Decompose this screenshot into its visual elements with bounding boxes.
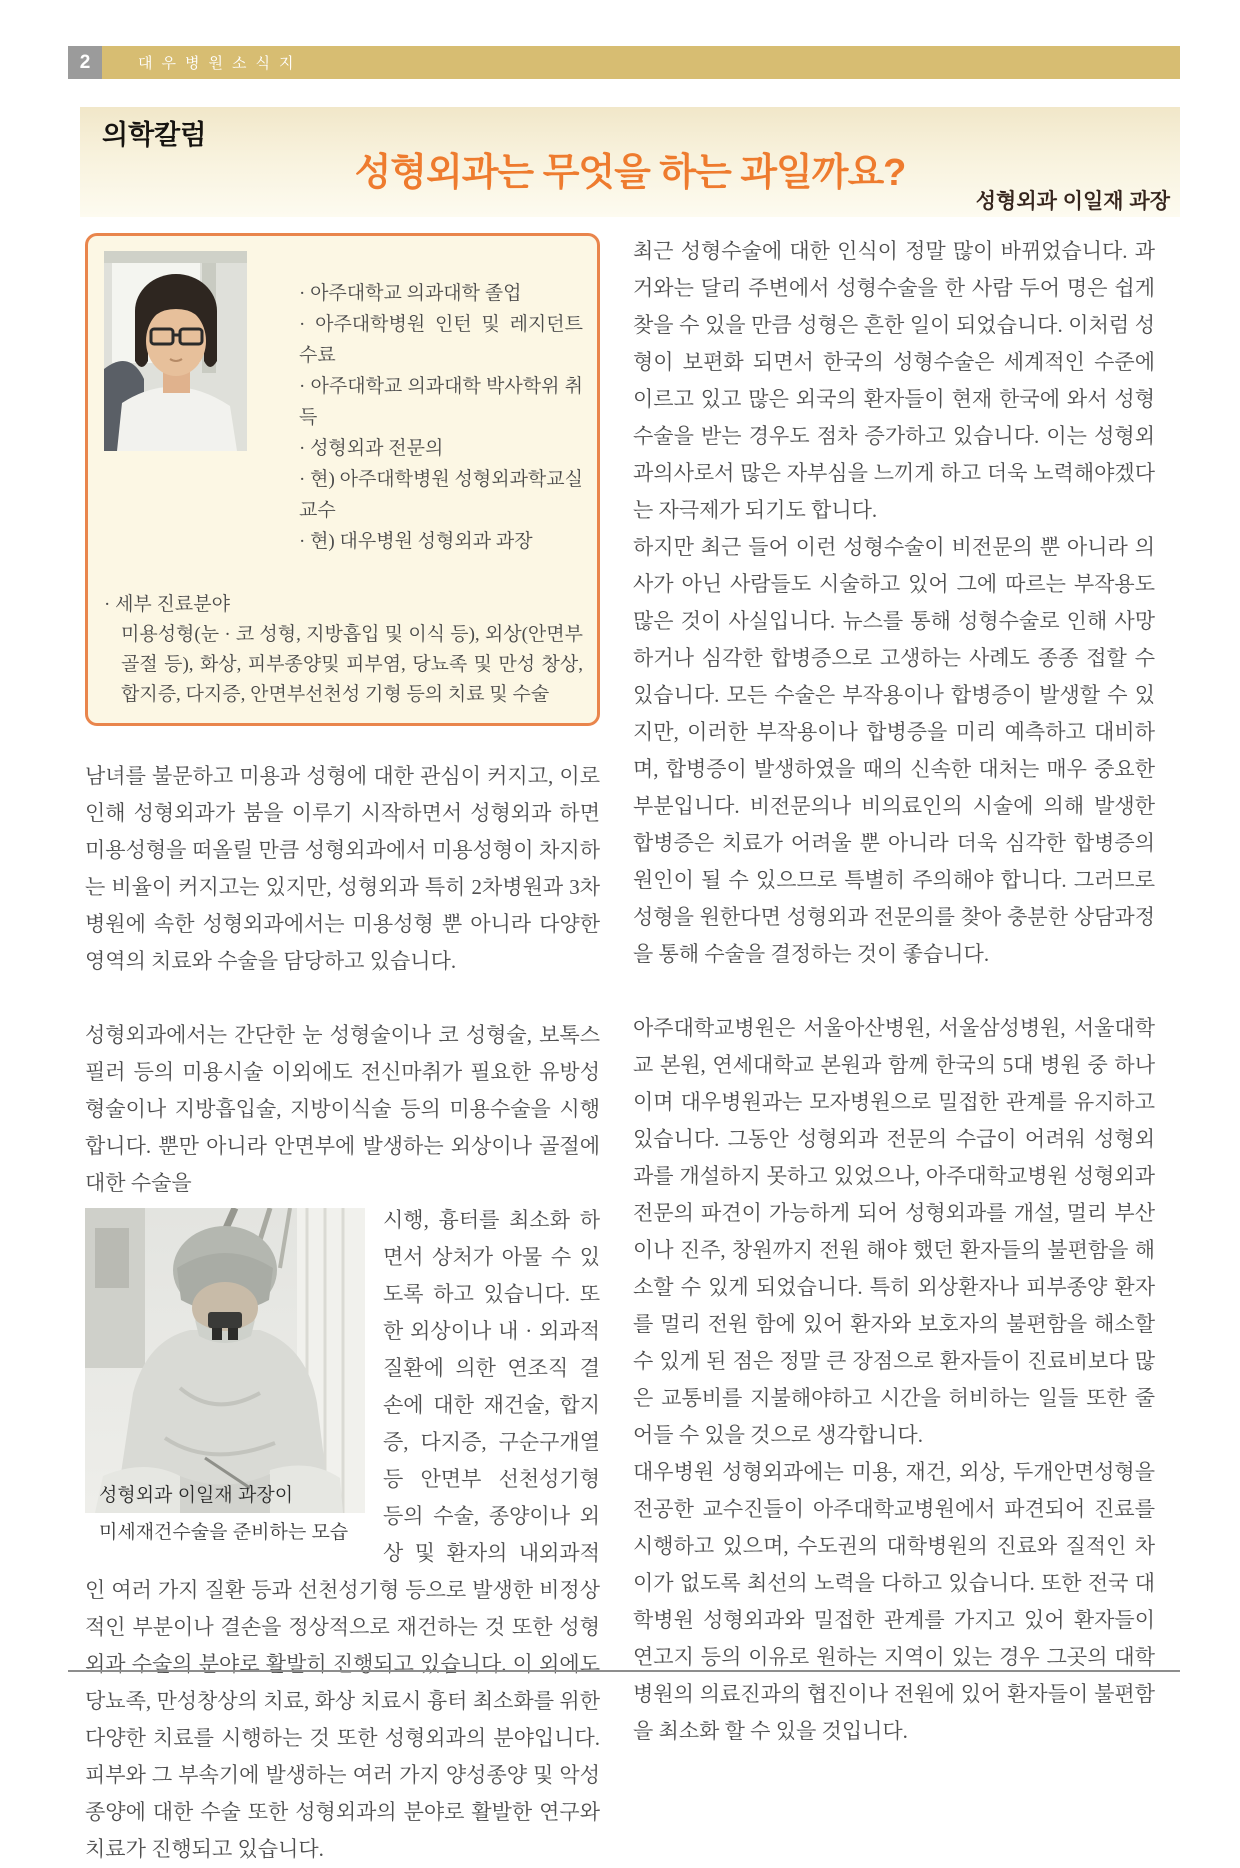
article-title: 성형외과는 무엇을 하는 과일까요? <box>354 152 906 194</box>
credentials-list <box>259 270 583 557</box>
specialty-section <box>104 590 583 710</box>
newsletter-title: 대우병원소식지 <box>102 46 1180 79</box>
credential-item: · 현) 아주대학병원 성형외과학교실 교수 <box>299 469 583 521</box>
page-number: 2 <box>68 46 102 79</box>
credential-item: · 아주대학병원 인턴 및 레지던트 수료 <box>299 314 583 366</box>
profile-top-row <box>104 251 583 576</box>
left-paragraph-2b-text: 시행, 흉터를 최소화 하면서 상처가 아물 수 있도록 하고 있습니다. 또한 외상이나 내 · 외과적 질환에 의한 연조직 결손에 대한 재건술, 합지증, 다지증, 구순구개열 등 안면부 선천성기형 등의 수술, 종양이나 외상 및 환자의 내외과적인 여러 가지 질환 등과 선천성기형 등으로 발생한 비정상적인 부분이나 결손을 정상적으로 재건하는 것 또한 성형외과 수술의 분야로 활발히 진행되고 있습니다. 이 외에도 당뇨족, 만성창상의 치료, 화상 치료시 흉터 최소화를 위한 다양한 치료를 시행하는 것 또한 성형외과의 분야입니다. 피부와 그 부속기에 발생하는 여러 가지 양성종양 및 악성 종양에 대한 수술 또한 성형외과의 분야로 활발한 연구와 치료가 진행되고 있습니다. <box>85 1208 600 1861</box>
masthead-bar <box>68 46 1180 79</box>
right-paragraph-2: 하지만 최근 들어 이런 성형수술이 비전문의 뿐 아니라 의사가 아닌 사람들도 시술하고 있어 그에 따르는 부작용도 많은 것이 사실입니다. 뉴스를 통해 성형수술로 인해 사망하거나 심각한 합병증으로 고생하는 사례도 종종 접할 수 있습니다. 모든 수술은 부작용이나 합병증이 발생할 수 있지만, 이러한 부작용이나 합병증을 미리 예측하고 대비하며, 합병증이 발생하였을 때의 신속한 대처는 매우 중요한 부분입니다. 비전문의나 비의료인의 시술에 의해 발생한 합병증은 치료가 어려울 뿐 아니라 더욱 심각한 합병증의 원인이 될 수 있으므로 특별히 주의해야 합니다. 그러므로 성형을 원한다면 성형외과 전문의를 찾아 충분한 상담과정을 통해 수술을 결정하는 것이 좋습니다. <box>633 535 1155 966</box>
credential-item: · 현) 대우병원 성형외과 과장 <box>299 531 533 552</box>
right-paragraph-1: 최근 성형수술에 대한 인식이 정말 많이 바뀌었습니다. 과거와는 달리 주변에서 성형수술을 한 사람 두어 명은 쉽게 찾을 수 있을 만큼 성형은 흔한 일이 되었습니다. 이처럼 성형이 보편화 되면서 한국의 성형수술은 세계적인 수준에 이르고 있고 많은 외국의 환자들이 현재 한국에 와서 성형수술을 받는 경우도 점차 증가하고 있습니다. 이는 성형외과의사로서 많은 자부심을 느끼게 하고 더욱 노력해야겠다는 자극제가 되기도 합니다. <box>633 239 1155 522</box>
section-label: 의학칼럼 <box>102 120 207 150</box>
right-column <box>633 233 1155 1868</box>
credential-item: · 아주대학교 의과대학 졸업 <box>299 283 522 304</box>
surgery-photo-block <box>85 1208 365 1550</box>
left-paragraph-2b <box>85 1202 600 1868</box>
article-header-panel <box>80 107 1180 217</box>
credential-item: · 성형외과 전문의 <box>299 438 444 459</box>
right-paragraph-4: 대우병원 성형외과에는 미용, 재건, 외상, 두개안면성형을 전공한 교수진들이 아주대학교병원에서 파견되어 진료를 시행하고 있으며, 수도권의 대학병원의 진료와 질적인 차이가 없도록 최선의 노력을 다하고 있습니다. 또한 전국 대학병원 성형외과와 밀접한 관계를 가지고 있어 환자들이 연고지 등의 이유로 원하는 지역이 있는 경우 그곳의 대학병원의 의료진과의 협진이나 전원에 있어 환자들이 불편함을 최소화 할 수 있을 것입니다. <box>633 1460 1155 1743</box>
article-byline: 성형외과 이일재 과장 <box>975 190 1170 213</box>
specialty-text: 미용성형(눈 · 코 성형, 지방흡입 및 이식 등), 외상(안면부 골절 등), 화상, 피부종양및 피부염, 당뇨족 및 만성 창상, 합지증, 다지증, 안면부선천성 기형 등의 치료 및 수술 <box>121 624 583 705</box>
doctor-portrait-photo <box>104 251 247 451</box>
surgery-photo <box>85 1208 365 1513</box>
photo-caption-line2: 미세재건수술을 준비하는 모습 <box>99 1522 349 1543</box>
left-paragraph-1: 남녀를 불문하고 미용과 성형에 대한 관심이 커지고, 이로 인해 성형외과가 붐을 이루기 시작하면서 성형외과 하면 미용성형을 떠올릴 만큼 성형외과에서 미용성형이 차지하는 비율이 커지고는 있지만, 성형외과 특히 2차병원과 3차병원에 속한 성형외과에서는 미용성형 뿐 아니라 다양한 영역의 치료와 수술을 담당하고 있습니다. <box>85 764 600 973</box>
doctor-profile-box <box>85 233 600 726</box>
photo-caption-line1: 성형외과 이일재 과장이 <box>99 1485 294 1506</box>
specialty-label: · 세부 진료분야 <box>104 594 230 615</box>
footer-divider <box>68 1670 1180 1672</box>
right-paragraph-3: 아주대학교병원은 서울아산병원, 서울삼성병원, 서울대학교 본원, 연세대학교 본원과 함께 한국의 5대 병원 중 하나이며 대우병원과는 모자병원으로 밀접한 관계를 유지하고 있습니다. 그동안 성형외과 전문의 수급이 어려워 성형외과를 개설하지 못하고 있었으나, 아주대학교병원 성형외과 전문의 파견이 가능하게 되어 성형외과를 개설, 멀리 부산이나 진주, 창원까지 전원 해야 했던 환자들의 불편함을 해소할 수 있게 되었습니다. 특히 외상환자나 피부종양 환자를 멀리 전원 함에 있어 환자와 보호자의 불편함을 해소할 수 있게 된 점은 정말 큰 장점으로 환자들이 진료비보다 많은 교통비를 지불해야하고 시간을 허비하는 일들 또한 줄어들 수 있을 것으로 생각합니다. <box>633 1016 1155 1447</box>
left-column <box>85 233 600 1868</box>
credential-item: · 아주대학교 의과대학 박사학위 취득 <box>299 376 583 428</box>
article-body <box>85 233 1155 1868</box>
left-paragraph-2a: 성형외과에서는 간단한 눈 성형술이나 코 성형술, 보톡스 필러 등의 미용시술 이외에도 전신마취가 필요한 유방성형술이나 지방흡입술, 지방이식술 등의 미용수술을 시행합니다. 뿐만 아니라 안면부에 발생하는 외상이나 골절에 대한 수술을 <box>85 1023 600 1195</box>
